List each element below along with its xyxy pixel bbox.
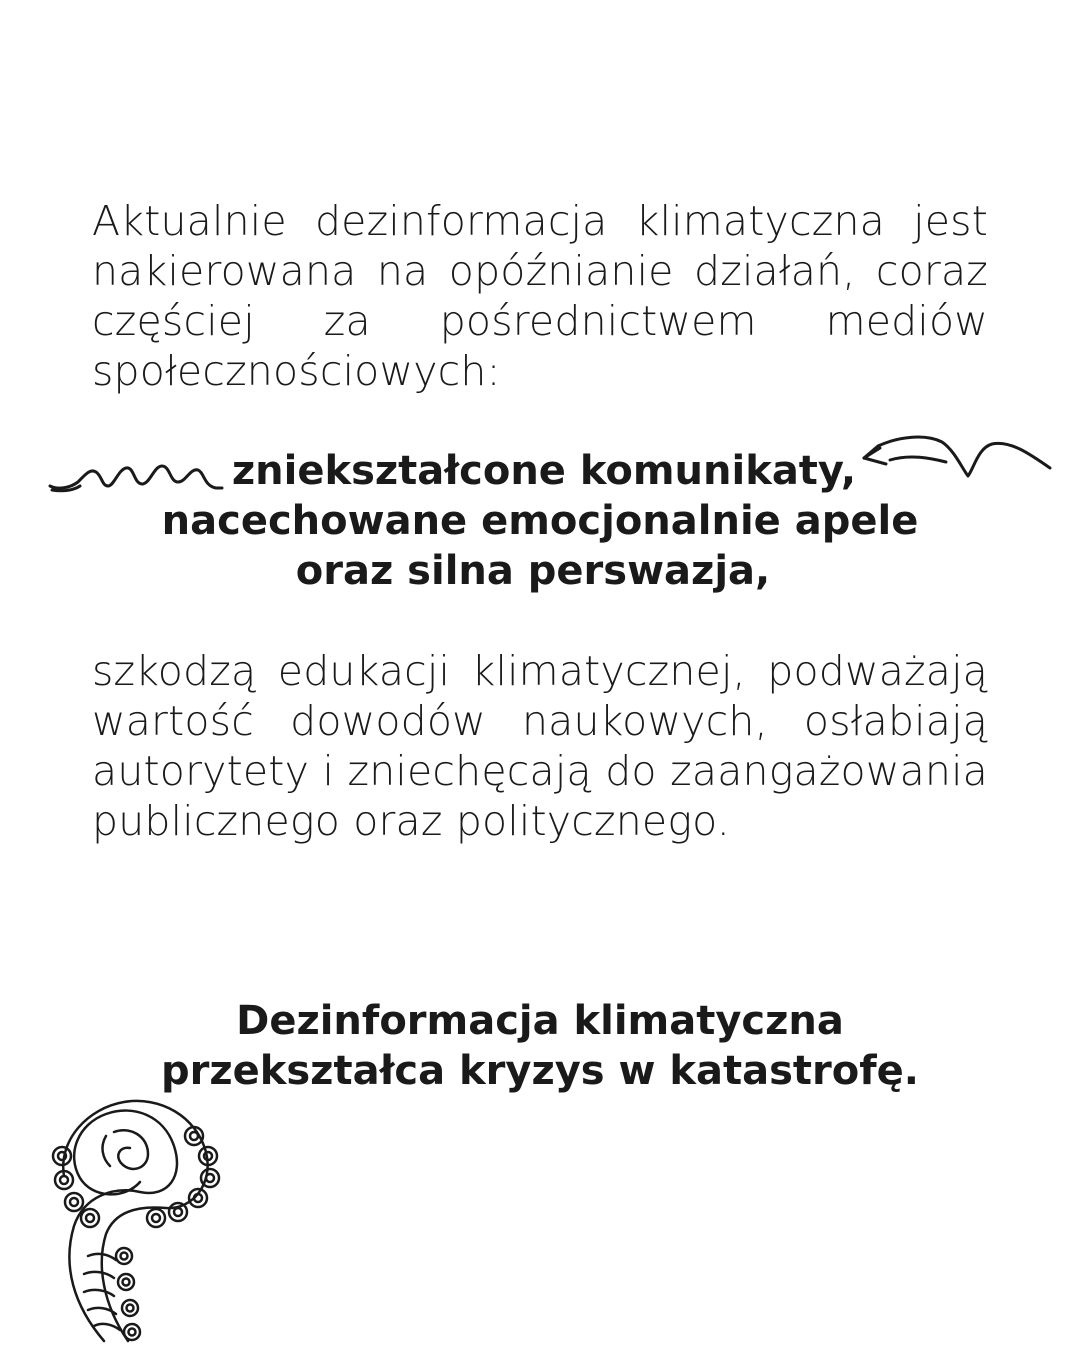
conclusion-line-2: przekształca kryzys w katastrofę. — [161, 1048, 919, 1094]
conclusion-text — [0, 996, 1080, 1096]
highlight-line-2: nacechowane emocjonalnie apele — [161, 498, 919, 544]
intro-paragraph: Aktualnie dezinformacja klimatyczna jest nakierowana na opóźnianie działań, coraz częściej za pośrednictwem mediów społecznościowych: — [92, 197, 988, 395]
highlight-line-3: oraz silna perswazja, — [295, 548, 771, 594]
conclusion-line-1: Dezinformacja klimatyczna — [236, 998, 844, 1044]
highlight-line-1: zniekształcone komunikaty, — [231, 448, 857, 494]
impact-paragraph: szkodzą edukacji klimatycznej, podważają wartość dowodów naukowych, osłabiają autorytety i zniechęcają do zaangażowania publicznego oraz politycznego. — [92, 647, 988, 845]
octopus-tentacle-icon — [44, 1096, 224, 1350]
curved-arrow-icon — [850, 428, 1060, 492]
